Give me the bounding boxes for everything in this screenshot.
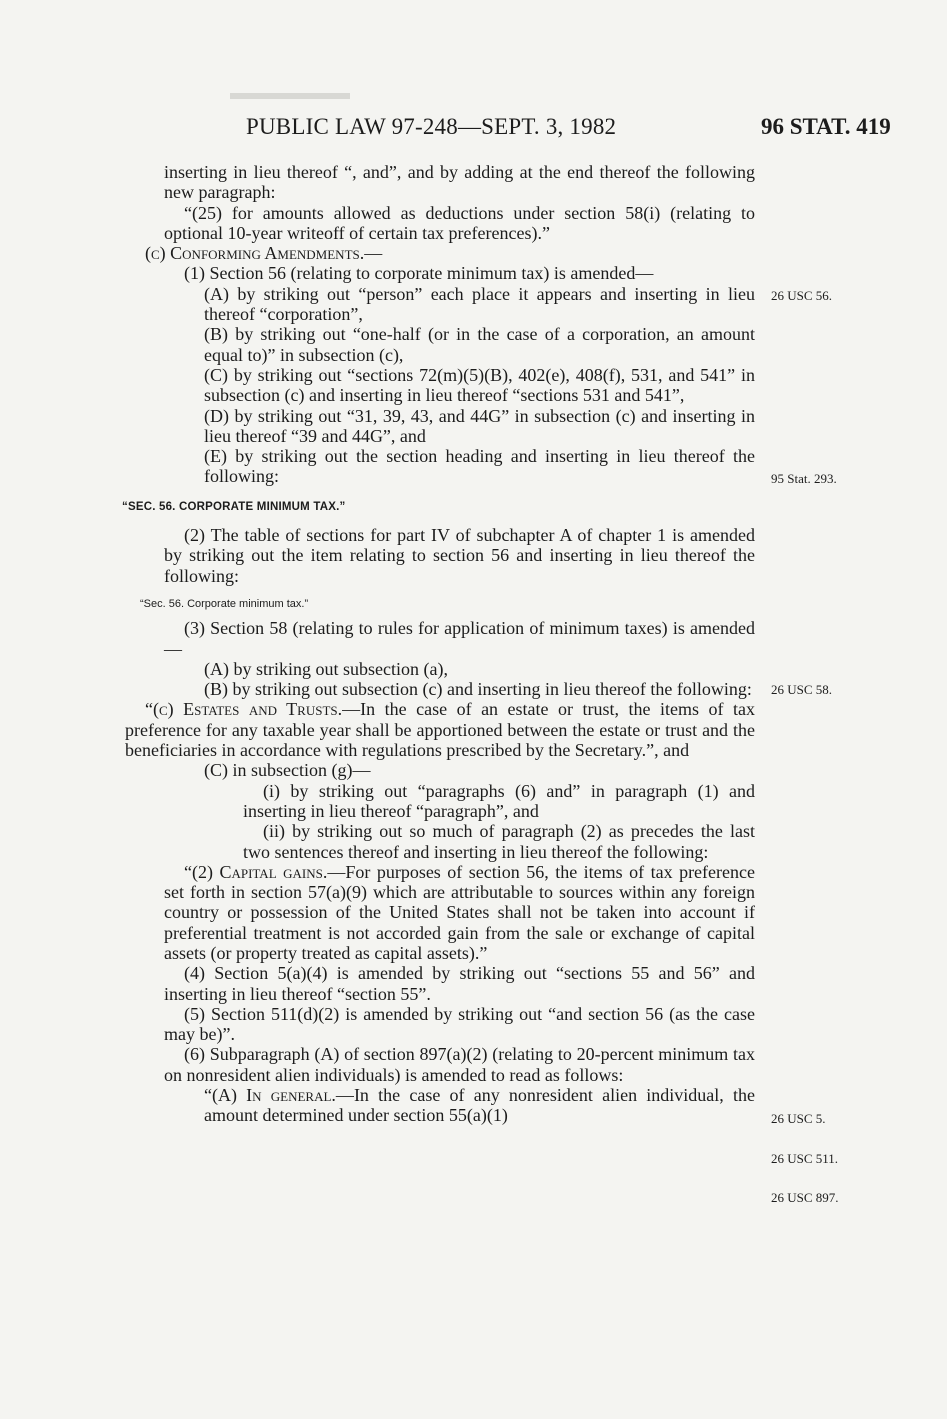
paragraph: (1) Section 56 (relating to corporate minimum tax) is amended—: [184, 263, 654, 284]
paragraph: (ii) by striking out so much of paragraph (2) as precedes the last two sentences thereof and inserting in lieu thereof the following:: [243, 821, 755, 862]
paragraph: (B) by striking out “one-half (or in the case of a corporation, an amount equal to)” in subsection (c),: [204, 324, 755, 365]
subsection-label: “(2) Capital gains.—: [184, 861, 346, 882]
section-heading: “SEC. 56. CORPORATE MINIMUM TAX.”: [122, 500, 346, 513]
margin-note: 95 Stat. 293.: [771, 471, 837, 486]
margin-note: 26 USC 5.: [771, 1111, 826, 1126]
paragraph: (2) The table of sections for part IV of subchapter A of chapter 1 is amended by striking out the item relating to section 56 and inserting in lieu thereof the following:: [164, 525, 755, 586]
paragraph: [125, 699, 755, 760]
paragraph-text: (A) by striking out “person” each place it appears and inserting in lieu thereof “corporation”,: [204, 283, 755, 325]
subsection-label: “(A) In general.—: [204, 1085, 354, 1106]
margin-note: 26 USC 897.: [771, 1190, 839, 1205]
paragraph: “(25) for amounts allowed as deductions under section 58(i) (relating to optional 10-year writeoff of certain tax preferences).”: [164, 202, 755, 243]
margin-note: 26 USC 58.: [771, 682, 833, 697]
subsection-label: “(c) Estates and Trusts.—: [145, 699, 361, 720]
subsection-label: (c) Conforming Amendments.—: [145, 243, 383, 264]
paragraph-text: In the case of an estate or trust, the items of tax preference for any taxable year shall be apportioned between the estate or trust and the beneficiaries in accordance with regulations prescribed by the Secretary.”, and: [125, 699, 755, 761]
subsection-heading: [125, 243, 755, 263]
page-header-stat: 96 STAT. 419: [761, 114, 891, 139]
paragraph: [125, 1085, 755, 1126]
paragraph: inserting in lieu thereof “, and”, and by adding at the end thereof the following new paragraph:: [164, 162, 755, 203]
show-through-mark: [230, 93, 350, 99]
paragraph: (A) by striking out subsection (a),: [204, 658, 448, 679]
paragraph-text: For purposes of section 56, the items of tax preference set forth in section 57(a)(9) which are attributable to sources within any foreign country or possession of the United States shall not be taken into account if preferential treatment is not accorded gain from the sale or exchange of capital assets (or property treated as capital assets).”: [164, 861, 755, 963]
margin-note: 26 USC 56.: [771, 288, 833, 303]
document-body: [122, 162, 755, 1126]
paragraph: (6) Subparagraph (A) of section 897(a)(2) (relating to 20-percent minimum tax on nonresident alien individuals) is amended to read as follows:: [164, 1044, 755, 1085]
paragraph: (C) in subsection (g)—: [204, 760, 371, 781]
paragraph: (E) by striking out the section heading and inserting in lieu thereof the following:: [204, 446, 755, 487]
paragraph: (C) by striking out “sections 72(m)(5)(B), 402(e), 408(f), 531, and 541” in subsection (c) and inserting in lieu thereof “sections 531 and 541”,: [204, 364, 755, 406]
paragraph: [125, 284, 755, 325]
paragraph: (D) by striking out “31, 39, 43, and 44G” in subsection (c) and inserting in lieu thereof “39 and 44G”, and: [204, 405, 755, 446]
paragraph: (i) by striking out “paragraphs (6) and” in paragraph (1) and inserting in lieu thereof “paragraph”, and: [243, 780, 755, 821]
page-header-title: PUBLIC LAW 97-248—SEPT. 3, 1982: [246, 114, 617, 139]
table-of-sections-entry: “Sec. 56. Corporate minimum tax.”: [140, 597, 309, 610]
paragraph: [125, 862, 755, 963]
paragraph: (4) Section 5(a)(4) is amended by striking out “sections 55 and 56” and inserting in lieu thereof “section 55”.: [164, 963, 755, 1004]
margin-note: 26 USC 511.: [771, 1151, 839, 1166]
paragraph: (5) Section 511(d)(2) is amended by striking out “and section 56 (as the case may be)”.: [164, 1003, 755, 1045]
paragraph: (B) by striking out subsection (c) and inserting in lieu thereof the following:: [204, 679, 752, 700]
paragraph-text: In the case of any nonresident alien individual, the amount determined under section 55(a)(1): [204, 1085, 755, 1126]
paragraph: (3) Section 58 (relating to rules for application of minimum taxes) is amended—: [164, 618, 755, 659]
